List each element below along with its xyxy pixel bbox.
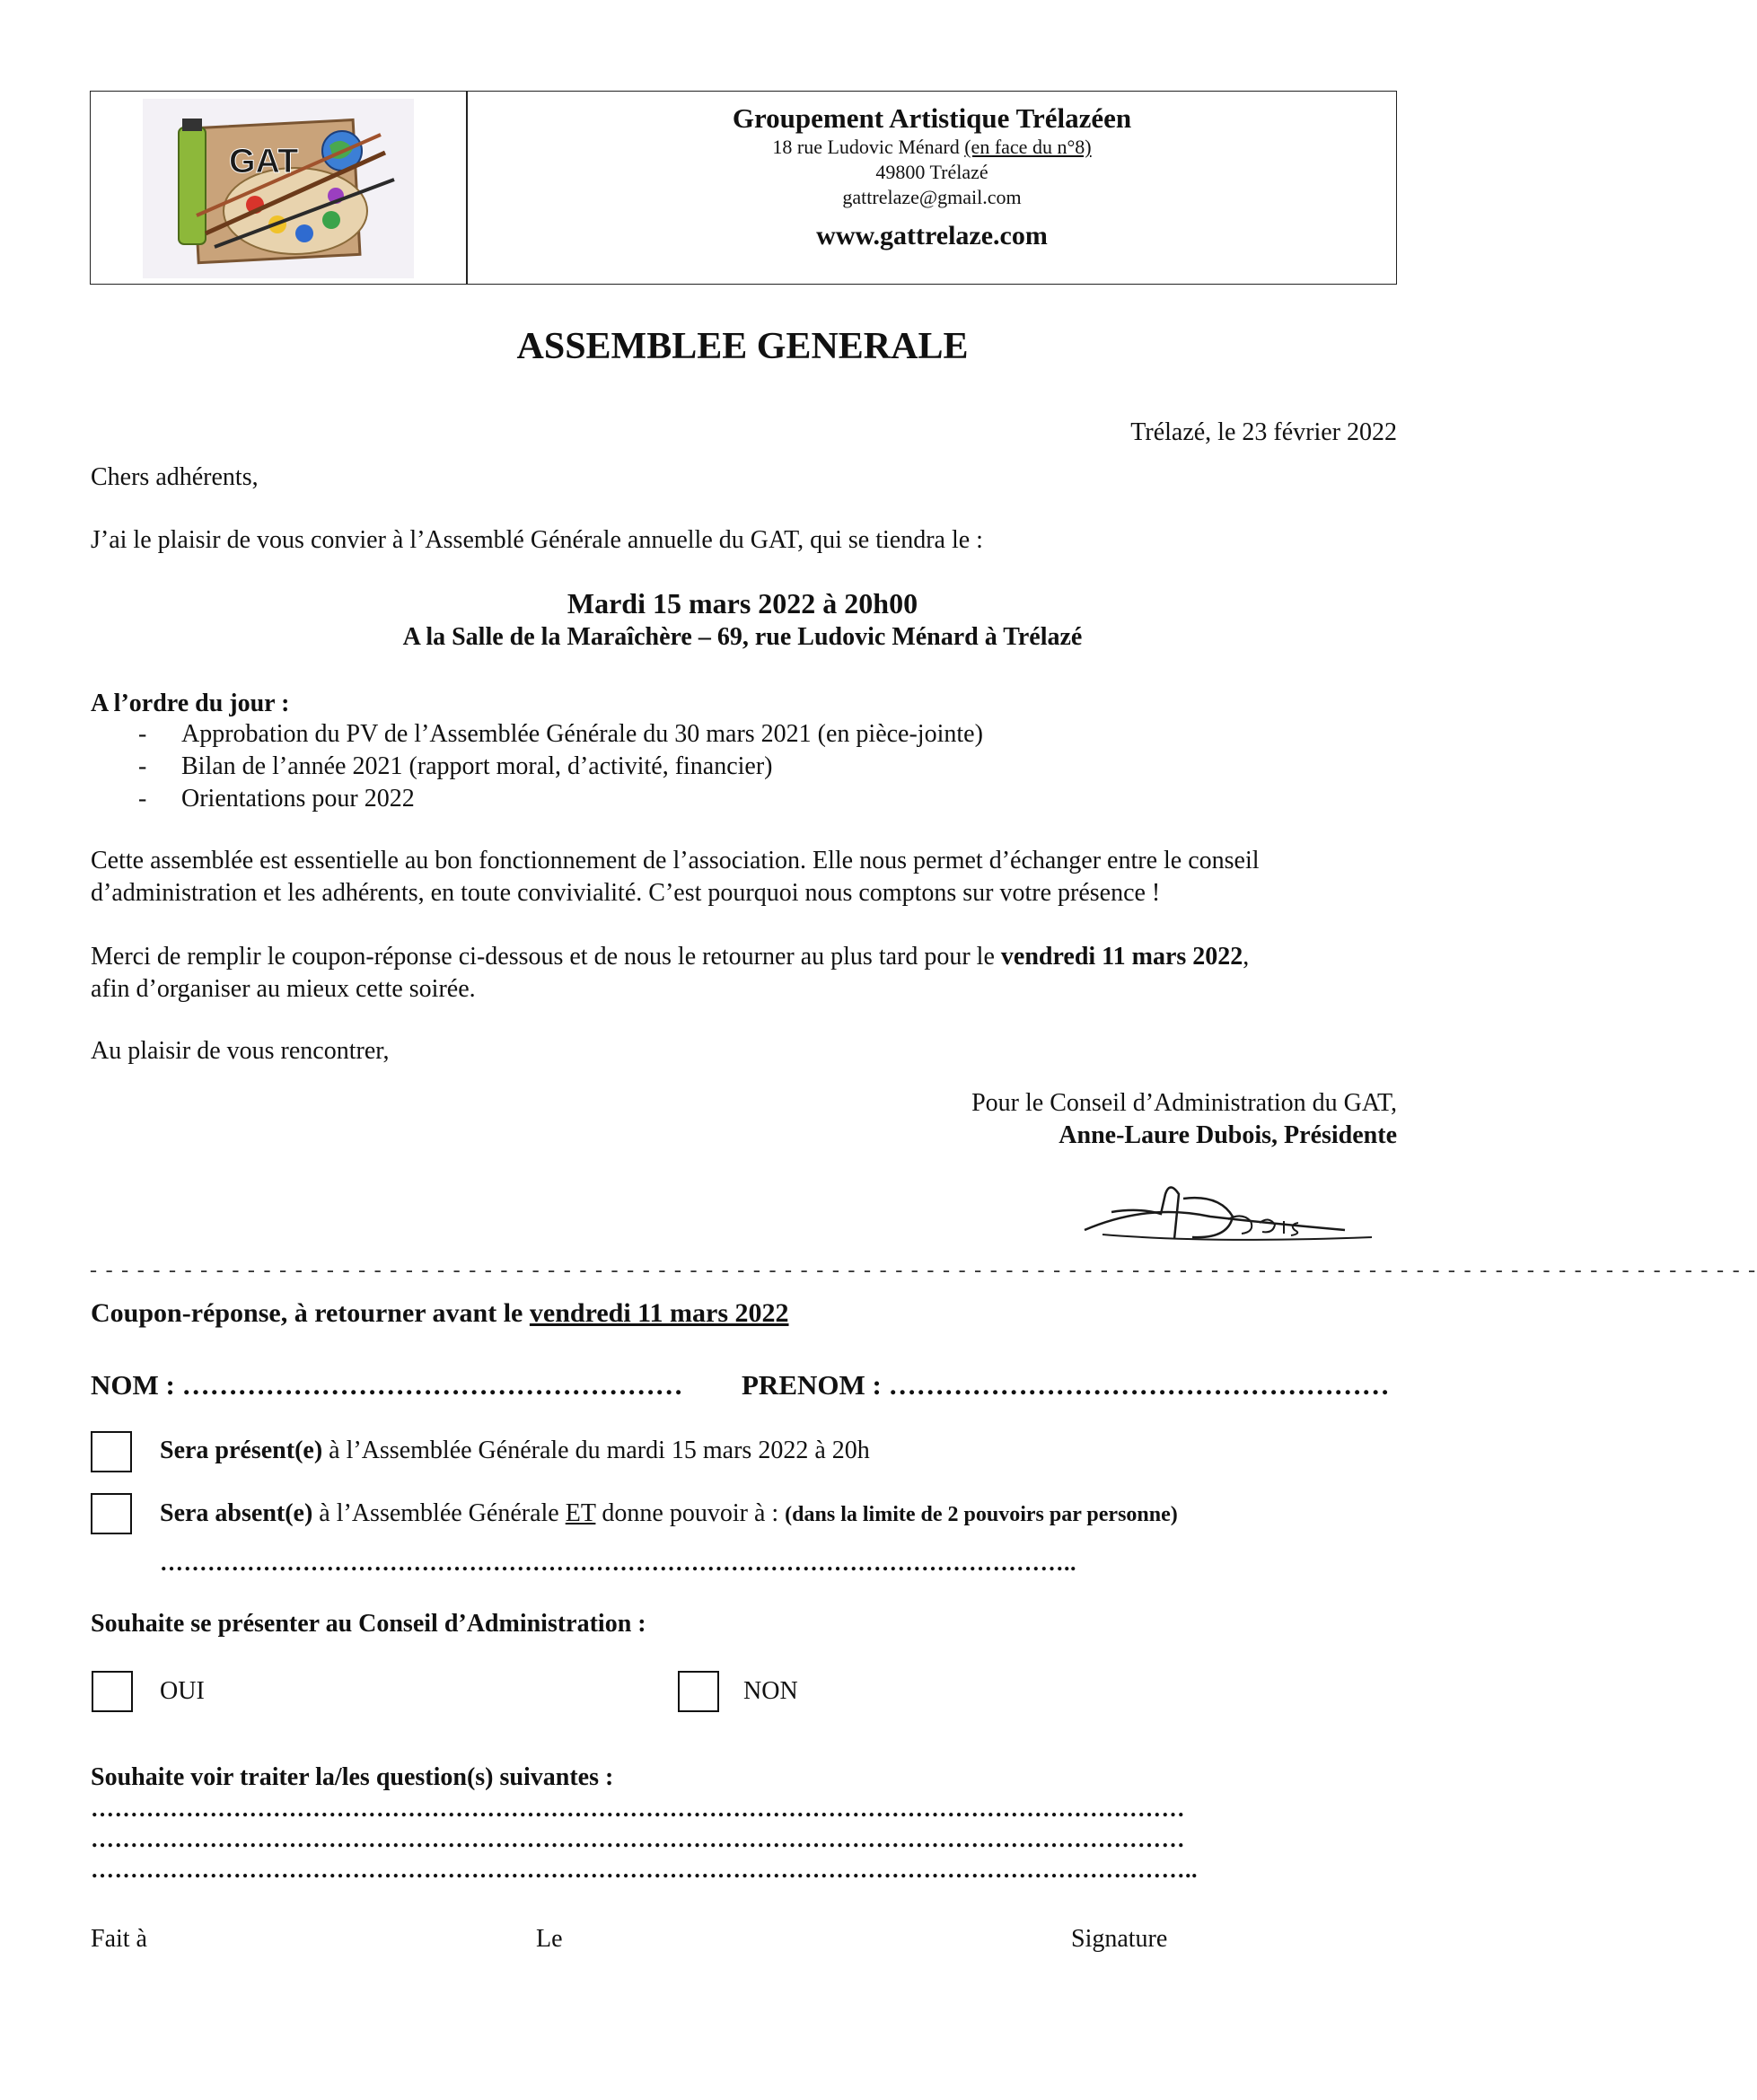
absent-checkbox[interactable]	[91, 1493, 132, 1534]
ca-title: Souhaite se présenter au Conseil d’Administration :	[91, 1610, 646, 1638]
paragraph-1: Cette assemblée est essentielle au bon fonctionnement de l’association. Elle nous permet d’échanger entre le conseil d’administration et les adhérents, en toute convivialité. C’est pourquoi nous comptons sur votre présence !	[91, 847, 1260, 907]
intro-text: J’ai le plaisir de vous convier à l’Assemblé Générale annuelle du GAT, qui se tiendra le :	[91, 526, 983, 554]
prenom-field[interactable]: PRENOM : ………………………………………………	[742, 1369, 1390, 1401]
list-item: - Approbation du PV de l’Assemblée Générale du 30 mars 2021 (en pièce-jointe)	[138, 720, 983, 748]
gat-logo	[143, 99, 414, 278]
org-address-city: 49800 Trélazé	[875, 161, 988, 183]
agenda-list	[138, 718, 983, 815]
nom-field[interactable]: NOM : ………………………………………………	[91, 1369, 683, 1401]
org-address-street: 18 rue Ludovic Ménard (en face du n°8)	[772, 136, 1092, 158]
date-field[interactable]: Le	[536, 1925, 563, 1953]
list-item: - Bilan de l’année 2021 (rapport moral, d’activité, financier)	[138, 752, 773, 780]
proxy-line[interactable]: ……………………………………………………………………………………………………..	[160, 1550, 1076, 1576]
list-item: - Orientations pour 2022	[138, 785, 415, 813]
greeting: Chers adhérents,	[91, 463, 259, 491]
org-name: Groupement Artistique Trélazéen	[732, 102, 1132, 134]
coupon-title: Coupon-réponse, à retourner avant le vendredi 11 mars 2022	[91, 1298, 789, 1328]
letterhead	[90, 91, 1397, 285]
questions-area[interactable]: ………………………………………………………………………………………………………………………… ………………………………………………………………………………………………………………………… …………………………………………………………………………………………………………………………..	[91, 1796, 1198, 1883]
org-info	[468, 92, 1396, 251]
signature-field[interactable]: Signature	[1071, 1925, 1168, 1953]
present-label: Sera présent(e) à l’Assemblée Générale du mardi 15 mars 2022 à 20h	[160, 1437, 870, 1464]
org-email: gattrelaze@gmail.com	[842, 186, 1022, 208]
agenda-title: A l’ordre du jour :	[91, 690, 290, 717]
signatory: Pour le Conseil d’Administration du GAT, Anne-Laure Dubois, Présidente	[971, 1089, 1397, 1149]
oui-label: OUI	[160, 1677, 205, 1705]
page-title: ASSEMBLEE GENERALE	[516, 326, 969, 367]
event-date: Mardi 15 mars 2022 à 20h00	[567, 587, 918, 619]
svg-text:GAT: GAT	[229, 143, 299, 180]
absent-label: Sera absent(e) à l’Assemblée Générale ET donne pouvoir à : (dans la limite de 2 pouvoirs par personne)	[160, 1499, 1178, 1527]
event-place: A la Salle de la Maraîchère – 69, rue Ludovic Ménard à Trélazé	[402, 623, 1083, 651]
date-line: Trélazé, le 23 février 2022	[1130, 418, 1397, 446]
org-website: www.gattrelaze.com	[816, 221, 1048, 250]
fait-a-field[interactable]: Fait à	[91, 1925, 147, 1953]
non-label: NON	[743, 1677, 798, 1705]
non-checkbox[interactable]	[678, 1671, 719, 1712]
closing: Au plaisir de vous rencontrer,	[91, 1037, 390, 1065]
handwritten-signature	[1076, 1167, 1381, 1257]
present-checkbox[interactable]	[91, 1431, 132, 1472]
paragraph-2: Merci de remplir le coupon-réponse ci-dessous et de nous le retourner au plus tard pour le vendredi 11 mars 2022, afin d’organiser au mieux cette soirée.	[91, 943, 1250, 1003]
cut-line: - - - - - - - - - - - - - - - - - - - - - - - - - - - - - - - - - - - - - - - - - - - - - - - - - - - - - - - - - - - - - - - - - - - - - - - - - - - - - - - - - - - - - - - - - - - - - - - - - - - - - - - - - -	[90, 1259, 1757, 1282]
questions-title: Souhaite voir traiter la/les question(s) suivantes :	[91, 1763, 614, 1791]
oui-checkbox[interactable]	[92, 1671, 133, 1712]
